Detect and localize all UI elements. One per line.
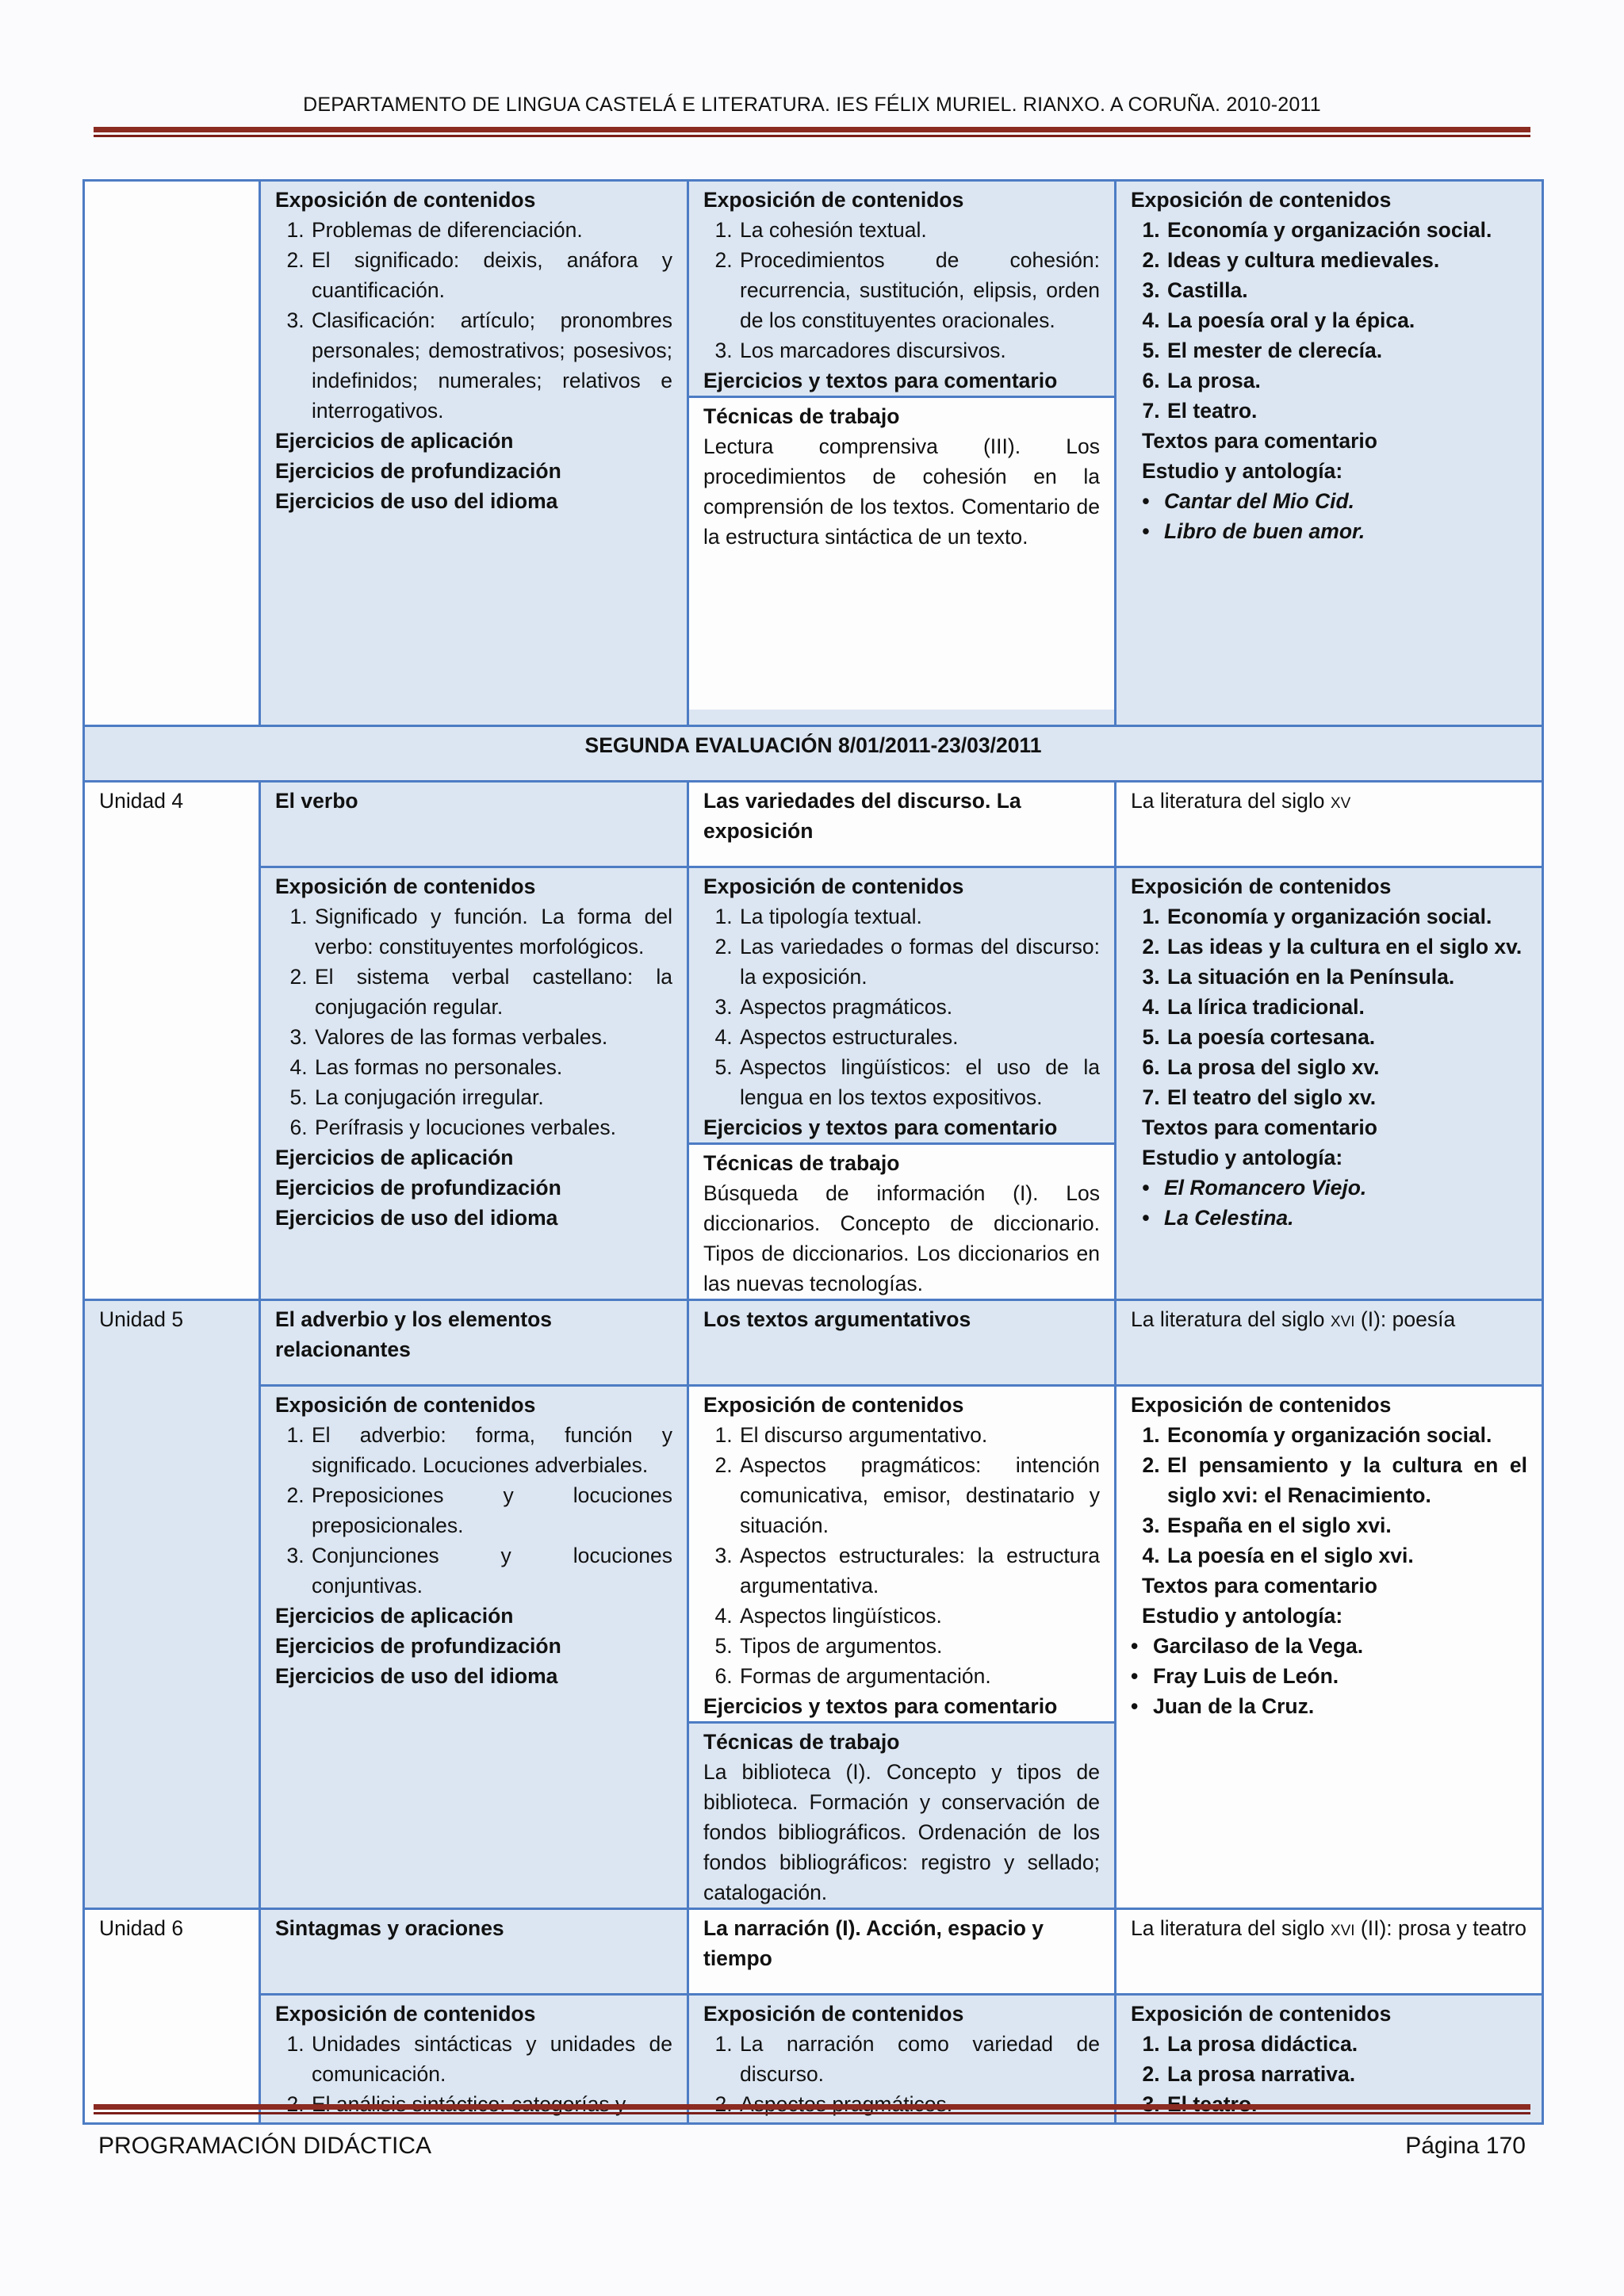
- list-item: • Libro de buen amor.: [1142, 516, 1527, 546]
- list-item: 1. La tipología textual.: [738, 901, 1100, 932]
- list-item: 1. Significado y función. La forma del verbo: constituyentes morfológicos.: [313, 901, 672, 962]
- list-item: 5. Aspectos lingüísticos: el uso de la lengua en los textos expositivos.: [738, 1052, 1100, 1112]
- list-item: 6. La prosa del siglo xv.: [1166, 1052, 1527, 1082]
- unit5-col1: [260, 1386, 688, 1909]
- table-row: [84, 1386, 1543, 1909]
- list-item: 4. Aspectos lingüísticos.: [738, 1601, 1100, 1631]
- unit-title-discourse: Las variedades del discurso. La exposición: [688, 782, 1116, 867]
- table-row: [84, 1909, 1543, 1995]
- tecnicas-box: [689, 1721, 1114, 1911]
- unit-title-literature: La literatura del siglo xvi (I): poesía: [1116, 1300, 1543, 1386]
- list-item: • El Romancero Viejo.: [1142, 1173, 1527, 1203]
- list-item: 2. La prosa narrativa.: [1166, 2059, 1527, 2089]
- extra-label: Ejercicios de aplicación: [275, 1146, 514, 1169]
- list-item: 5. El mester de clerecía.: [1166, 335, 1527, 365]
- page-header: DEPARTAMENTO DE LINGUA CASTELÁ E LITERATURA. IES FÉLIX MURIEL. RIANXO. A CORUÑA. 2010-2011: [303, 94, 1321, 116]
- table-row: [84, 1300, 1543, 1386]
- programming-table: [82, 179, 1544, 2125]
- section-heading: Exposición de contenidos: [1131, 874, 1392, 898]
- unit-title-grammar: El adverbio y los elementos relacionantes: [260, 1300, 688, 1386]
- tecnicas-heading: Técnicas de trabajo: [703, 1730, 900, 1754]
- list-item: 2. Aspectos pragmáticos: intención comunicativa, emisor, destinatario y situación.: [738, 1450, 1100, 1540]
- list-item: 1. Unidades sintácticas y unidades de comunicación.: [310, 2029, 672, 2089]
- list-item: 5. La conjugación irregular.: [313, 1082, 672, 1112]
- list-item: • Garcilaso de la Vega.: [1131, 1631, 1527, 1661]
- list-item: 2. Las ideas y la cultura en el siglo xv.: [1166, 932, 1527, 962]
- estudio-label: Estudio y antología:: [1142, 1604, 1343, 1628]
- list-item: 4. La poesía oral y la épica.: [1166, 305, 1527, 335]
- anthology-list: [1131, 1631, 1527, 1721]
- list-item: • La Celestina.: [1142, 1203, 1527, 1233]
- list-item: 2. Preposiciones y locuciones preposicionales.: [310, 1480, 672, 1540]
- content-list: [703, 901, 1100, 1112]
- unit4-col2: [688, 867, 1116, 1300]
- tecnicas-box: [689, 396, 1114, 710]
- table-row: [84, 181, 1543, 726]
- textos-label: Textos para comentario: [1142, 429, 1377, 453]
- extra-label: Ejercicios y textos para comentario: [703, 1115, 1058, 1139]
- bullet-icon: •: [1142, 1206, 1150, 1230]
- unit-label: Unidad 4: [84, 782, 260, 1300]
- tecnicas-box: [689, 1142, 1114, 1302]
- list-item: 1. La prosa didáctica.: [1166, 2029, 1527, 2059]
- anthology-list: [1131, 486, 1527, 546]
- list-item: 1. Problemas de diferenciación.: [310, 215, 672, 245]
- unit5-col2: [688, 1386, 1116, 1909]
- content-list: [1131, 215, 1527, 426]
- list-item: 3. Valores de las formas verbales.: [313, 1022, 672, 1052]
- page-number: Página 170: [1405, 2133, 1526, 2159]
- list-item: 1. El discurso argumentativo.: [738, 1420, 1100, 1450]
- extra-label: Ejercicios y textos para comentario: [703, 1694, 1058, 1718]
- content-list: [703, 1420, 1100, 1691]
- list-item: 6. La prosa.: [1166, 365, 1527, 396]
- unit-title-grammar: Sintagmas y oraciones: [260, 1909, 688, 1995]
- extra-label: Ejercicios de profundización: [275, 1176, 561, 1200]
- section-heading: Exposición de contenidos: [703, 188, 964, 212]
- estudio-label: Estudio y antología:: [1142, 459, 1343, 483]
- header-rule: [94, 127, 1530, 137]
- tecnicas-heading: Técnicas de trabajo: [703, 404, 900, 428]
- unit5-col3: [1116, 1386, 1543, 1909]
- section-heading: Exposición de contenidos: [1131, 1393, 1392, 1417]
- list-item: 1. La narración como variedad de discurso.: [738, 2029, 1100, 2089]
- content-list: [1131, 1420, 1527, 1571]
- section-heading: Exposición de contenidos: [1131, 2002, 1392, 2026]
- list-item: 1. Economía y organización social.: [1166, 1420, 1527, 1450]
- tecnicas-text: La biblioteca (I). Concepto y tipos de biblioteca. Formación y conservación de fondos bibliográficos. Ordenación de los fondos bibliográficos: registro y sellado; catalogación.: [703, 1760, 1100, 1904]
- list-item: • Fray Luis de León.: [1131, 1661, 1527, 1691]
- list-item: 3. Aspectos pragmáticos.: [738, 992, 1100, 1022]
- unit4-col3: [1116, 867, 1543, 1300]
- list-item: 2. El significado: deixis, anáfora y cuantificación.: [310, 245, 672, 305]
- tecnicas-text: Búsqueda de información (I). Los diccionarios. Concepto de diccionario. Tipos de diccionarios. Los diccionarios en las nuevas tecnologías.: [703, 1181, 1100, 1295]
- list-item: 4. Las formas no personales.: [313, 1052, 672, 1082]
- list-item: 1. El adverbio: forma, función y significado. Locuciones adverbiales.: [310, 1420, 672, 1480]
- list-item: 3. La situación en la Península.: [1166, 962, 1527, 992]
- list-item: 1. La cohesión textual.: [738, 215, 1100, 245]
- list-item: 7. El teatro.: [1166, 396, 1527, 426]
- list-item: 7. El teatro del siglo xv.: [1166, 1082, 1527, 1112]
- textos-label: Textos para comentario: [1142, 1115, 1377, 1139]
- section-heading: Exposición de contenidos: [275, 2002, 536, 2026]
- section-heading: Exposición de contenidos: [703, 874, 964, 898]
- evaluation-title: SEGUNDA EVALUACIÓN 8/01/2011-23/03/2011: [84, 726, 1543, 782]
- list-item: 1. Economía y organización social.: [1166, 215, 1527, 245]
- list-item: 2. Procedimientos de cohesión: recurrencia, sustitución, elipsis, orden de los constituyentes oracionales.: [738, 245, 1100, 335]
- list-item: 3. Castilla.: [1166, 275, 1527, 305]
- bullet-icon: •: [1131, 1694, 1139, 1718]
- list-item: 4. Aspectos estructurales.: [738, 1022, 1100, 1052]
- list-item: 3. España en el siglo xvi.: [1166, 1510, 1527, 1540]
- content-list: [275, 215, 672, 426]
- unit-label: Unidad 5: [84, 1300, 260, 1909]
- bullet-icon: •: [1131, 1634, 1139, 1658]
- estudio-label: Estudio y antología:: [1142, 1146, 1343, 1169]
- unit4-col1: [260, 867, 688, 1300]
- extra-label: Ejercicios de uso del idioma: [275, 489, 558, 513]
- unit-title-discourse: Los textos argumentativos: [688, 1300, 1116, 1386]
- tecnicas-text: Lectura comprensiva (III). Los procedimientos de cohesión en la comprensión de los textos. Comentario de la estructura sintáctica de un texto.: [703, 434, 1100, 549]
- table-row: [84, 867, 1543, 1300]
- list-item: 2. El sistema verbal castellano: la conjugación regular.: [313, 962, 672, 1022]
- section-heading: Exposición de contenidos: [703, 2002, 964, 2026]
- list-item: 5. Tipos de argumentos.: [738, 1631, 1100, 1661]
- list-item: 2. El pensamiento y la cultura en el siglo xvi: el Renacimiento.: [1166, 1450, 1527, 1510]
- section-heading: Exposición de contenidos: [275, 874, 536, 898]
- textos-label: Textos para comentario: [1142, 1574, 1377, 1598]
- section-heading: Exposición de contenidos: [703, 1393, 964, 1417]
- content-list: [275, 901, 672, 1142]
- extra-label: Ejercicios y textos para comentario: [703, 369, 1058, 392]
- content-list: [275, 1420, 672, 1601]
- section-heading: Exposición de contenidos: [1131, 188, 1392, 212]
- extra-label: Ejercicios de profundización: [275, 1634, 561, 1658]
- list-item: 2. Las variedades o formas del discurso: la exposición.: [738, 932, 1100, 992]
- list-item: 3. Clasificación: artículo; pronombres personales; demostrativos; posesivos; indefinidos; numerales; relativos e interrogativos.: [310, 305, 672, 426]
- bullet-icon: •: [1142, 1176, 1150, 1200]
- list-item: 3. Conjunciones y locuciones conjuntivas.: [310, 1540, 672, 1601]
- content-list: [703, 215, 1100, 365]
- extra-label: Ejercicios de uso del idioma: [275, 1664, 558, 1688]
- list-item: • Cantar del Mio Cid.: [1142, 486, 1527, 516]
- unit-cell-empty: [84, 181, 260, 726]
- anthology-list: [1131, 1173, 1527, 1233]
- unit-label: Unidad 6: [84, 1909, 260, 2124]
- top-col3: [1116, 181, 1543, 726]
- top-col1: [260, 181, 688, 726]
- bullet-icon: •: [1142, 489, 1150, 513]
- bullet-icon: •: [1131, 1664, 1139, 1688]
- section-heading: Exposición de contenidos: [275, 188, 536, 212]
- list-item: 3. Los marcadores discursivos.: [738, 335, 1100, 365]
- list-item: 6. Formas de argumentación.: [738, 1661, 1100, 1691]
- footer-title: PROGRAMACIÓN DIDÁCTICA: [98, 2133, 432, 2159]
- unit-title-literature: La literatura del siglo xv: [1116, 782, 1543, 867]
- list-item: 4. La poesía en el siglo xvi.: [1166, 1540, 1527, 1571]
- extra-label: Ejercicios de aplicación: [275, 429, 514, 453]
- list-item: 5. La poesía cortesana.: [1166, 1022, 1527, 1052]
- extra-label: Ejercicios de aplicación: [275, 1604, 514, 1628]
- top-col2: [688, 181, 1116, 726]
- extra-label: Ejercicios de uso del idioma: [275, 1206, 558, 1230]
- unit-title-literature: La literatura del siglo xvi (II): prosa y teatro: [1116, 1909, 1543, 1995]
- list-item: 3. Aspectos estructurales: la estructura argumentativa.: [738, 1540, 1100, 1601]
- bullet-icon: •: [1142, 519, 1150, 543]
- extra-label: Ejercicios de profundización: [275, 459, 561, 483]
- tecnicas-heading: Técnicas de trabajo: [703, 1151, 900, 1175]
- unit-title-grammar: El verbo: [260, 782, 688, 867]
- list-item: 1. Economía y organización social.: [1166, 901, 1527, 932]
- footer-rule: [94, 2104, 1530, 2114]
- list-item: • Juan de la Cruz.: [1131, 1691, 1527, 1721]
- list-item: 2. Ideas y cultura medievales.: [1166, 245, 1527, 275]
- unit-title-discourse: La narración (I). Acción, espacio y tiempo: [688, 1909, 1116, 1995]
- list-item: 6. Perífrasis y locuciones verbales.: [313, 1112, 672, 1142]
- content-list: [1131, 901, 1527, 1112]
- list-item: 4. La lírica tradicional.: [1166, 992, 1527, 1022]
- table-row: [84, 782, 1543, 867]
- table-row: [84, 726, 1543, 782]
- section-heading: Exposición de contenidos: [275, 1393, 536, 1417]
